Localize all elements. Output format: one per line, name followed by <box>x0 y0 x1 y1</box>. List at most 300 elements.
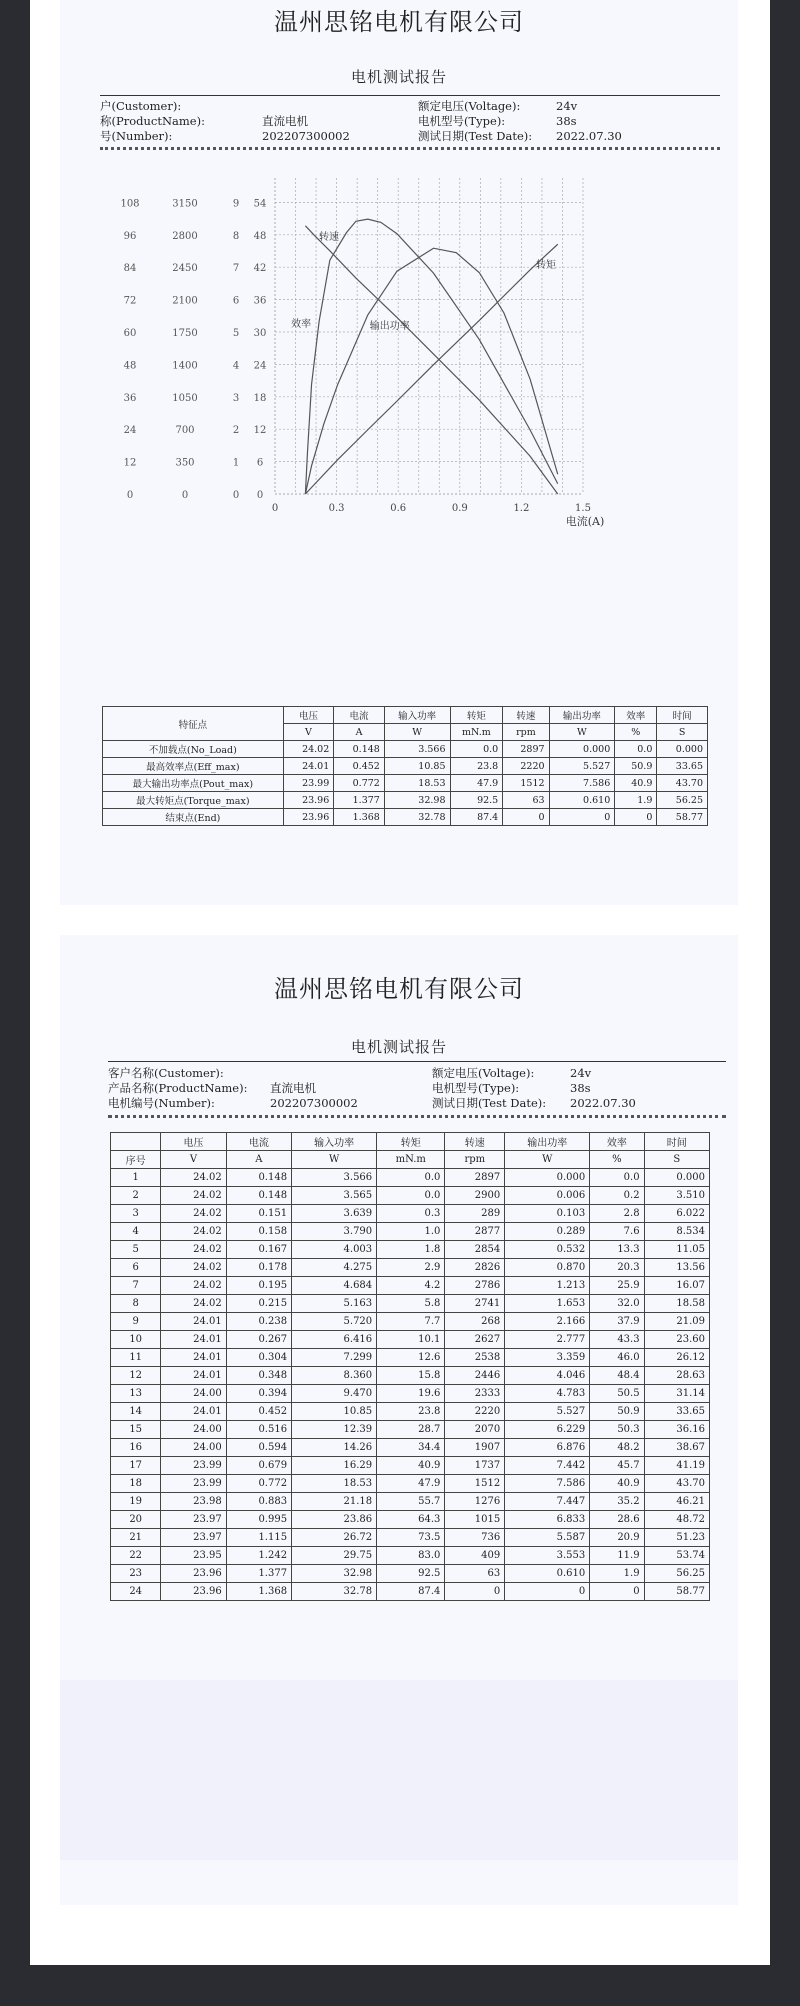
measurement-cell: 1512 <box>445 1475 505 1493</box>
measurement-cell: 0.870 <box>505 1259 590 1277</box>
axis-tick-efficiency: 6 <box>256 457 264 469</box>
measurement-cell: 10.85 <box>292 1403 377 1421</box>
report-page-1 <box>60 0 738 905</box>
measurement-cell: 9 <box>111 1313 161 1331</box>
feature-points-table <box>102 706 708 826</box>
test-date-label: 测试日期(Test Date): <box>432 1096 547 1110</box>
measurement-cell: 20 <box>111 1511 161 1529</box>
measurement-cell: 0 <box>445 1583 505 1601</box>
axis-tick-speed: 2450 <box>172 263 198 275</box>
measurement-cell: 23.96 <box>161 1565 226 1583</box>
feature-cell: 1.9 <box>615 792 657 809</box>
measurement-cell: 0.883 <box>226 1493 291 1511</box>
measurement-cell: 8 <box>111 1295 161 1313</box>
measurement-cell: 11.05 <box>644 1241 709 1259</box>
number-value: 202207300002 <box>270 1096 358 1110</box>
voltage-value: 24v <box>556 99 578 113</box>
axis-tick-power: 9 <box>232 198 240 210</box>
measurement-cell: 58.77 <box>644 1583 709 1601</box>
measurement-cell: 16.29 <box>292 1457 377 1475</box>
measurement-cell: 8.360 <box>292 1367 377 1385</box>
series-labels <box>291 230 556 332</box>
measurement-cell: 23.97 <box>161 1529 226 1547</box>
measurement-cell: 19.6 <box>377 1385 445 1403</box>
measurement-cell: 736 <box>445 1529 505 1547</box>
voltage-label: 额定电压(Voltage): <box>418 99 521 113</box>
axis-tick-efficiency: 0 <box>256 490 264 501</box>
feature-cell: 0.000 <box>549 741 615 758</box>
measurement-cell: 1737 <box>445 1457 505 1475</box>
measurement-cell: 19 <box>111 1493 161 1511</box>
feature-header-row <box>103 707 708 724</box>
axis-tick-speed: 1050 <box>172 392 198 404</box>
axis-tick-speed: 1750 <box>172 328 198 339</box>
measurement-cell: 24.01 <box>161 1313 226 1331</box>
measurement-cell: 29.75 <box>292 1547 377 1565</box>
axis-tick-power: 8 <box>232 230 240 242</box>
measurement-cell: 0.304 <box>226 1349 291 1367</box>
measurement-cell: 24.02 <box>161 1187 226 1205</box>
feature-cell: 0.0 <box>615 741 657 758</box>
measurement-cell: 0.610 <box>505 1565 590 1583</box>
measurement-cell: 0.103 <box>505 1205 590 1223</box>
measurement-cell: 13.3 <box>590 1241 644 1259</box>
measurement-cell: 23.60 <box>644 1331 709 1349</box>
feature-row <box>103 741 708 758</box>
header-rule <box>100 95 720 96</box>
test-date-value: 2022.07.30 <box>556 129 622 143</box>
measure-header-cell <box>111 1133 161 1151</box>
measurement-cell: 0.0 <box>377 1169 445 1187</box>
feature-header-cell: 效率 <box>615 707 657 724</box>
feature-cell: 0 <box>615 809 657 826</box>
measure-unit-cell: W <box>292 1151 377 1169</box>
measurement-cell: 4 <box>111 1223 161 1241</box>
feature-cell: 40.9 <box>615 775 657 792</box>
measurement-cell: 20.9 <box>590 1529 644 1547</box>
measurement-cell: 64.3 <box>377 1511 445 1529</box>
measure-unit-cell: V <box>161 1151 226 1169</box>
measurement-cell: 5.720 <box>292 1313 377 1331</box>
measurement-cell: 46.21 <box>644 1493 709 1511</box>
report-title: 电机测试报告 <box>350 1038 447 1056</box>
measurement-cell: 21.18 <box>292 1493 377 1511</box>
measurement-cell: 38.67 <box>644 1439 709 1457</box>
measurement-cell: 28.6 <box>590 1511 644 1529</box>
measurement-cell: 3.566 <box>292 1169 377 1187</box>
x-axis-ticks <box>272 503 591 514</box>
measurement-cell: 0.289 <box>505 1223 590 1241</box>
measure-unit-cell: S <box>644 1151 709 1169</box>
measurement-cell: 7.6 <box>590 1223 644 1241</box>
measure-header-cell: 电流 <box>226 1133 291 1151</box>
measurement-cell: 47.9 <box>377 1475 445 1493</box>
measurement-cell: 32.0 <box>590 1295 644 1313</box>
measurement-cell: 289 <box>445 1205 505 1223</box>
measurement-cell: 4.783 <box>505 1385 590 1403</box>
axis-tick-power: 4 <box>232 360 240 372</box>
measurement-cell: 26.72 <box>292 1529 377 1547</box>
measurement-row <box>111 1295 710 1313</box>
product-value: 直流电机 <box>262 114 308 128</box>
axis-tick-speed: 2100 <box>172 295 198 307</box>
measurement-row <box>111 1313 710 1331</box>
number-label: 号(Number): <box>100 129 173 143</box>
measurement-row <box>111 1241 710 1259</box>
axis-tick-torque: 96 <box>123 230 137 242</box>
measurement-cell: 5.163 <box>292 1295 377 1313</box>
measurement-cell: 0.0 <box>377 1187 445 1205</box>
measurement-cell: 56.25 <box>644 1565 709 1583</box>
dotted-divider <box>108 1115 726 1118</box>
measurement-cell: 4.003 <box>292 1241 377 1259</box>
measurement-cell: 0.679 <box>226 1457 291 1475</box>
measurement-cell: 5.527 <box>505 1403 590 1421</box>
measure-header-cell: 时间 <box>644 1133 709 1151</box>
measure-header-cell: 输出功率 <box>505 1133 590 1151</box>
measurement-cell: 13.56 <box>644 1259 709 1277</box>
measurement-cell: 24.02 <box>161 1223 226 1241</box>
measurement-cell: 1276 <box>445 1493 505 1511</box>
feature-cell: 18.53 <box>384 775 450 792</box>
axis-tick-efficiency: 24 <box>253 360 267 372</box>
measurement-cell: 13 <box>111 1385 161 1403</box>
feature-table-body <box>103 741 708 826</box>
measurement-cell: 12.6 <box>377 1349 445 1367</box>
series-label: 输出功率 <box>369 320 410 332</box>
feature-cell: 32.98 <box>384 792 450 809</box>
measure-header-cell: 效率 <box>590 1133 644 1151</box>
measurement-cell: 43.3 <box>590 1331 644 1349</box>
measurement-row <box>111 1529 710 1547</box>
measurement-cell: 3.790 <box>292 1223 377 1241</box>
measurement-cell: 63 <box>445 1565 505 1583</box>
measurement-cell: 0.516 <box>226 1421 291 1439</box>
measurement-cell: 34.4 <box>377 1439 445 1457</box>
axis-tick-speed: 1400 <box>172 360 198 372</box>
feature-unit-cell: % <box>615 724 657 741</box>
axis-tick-power <box>230 176 243 177</box>
measurement-cell: 2 <box>111 1187 161 1205</box>
feature-cell: 23.8 <box>450 758 503 775</box>
measurement-cell: 15.8 <box>377 1367 445 1385</box>
measurement-cell: 53.74 <box>644 1547 709 1565</box>
measurement-cell: 0.452 <box>226 1403 291 1421</box>
feature-cell: 1512 <box>503 775 549 792</box>
measurement-cell: 0.0 <box>590 1169 644 1187</box>
measurement-cell: 24.00 <box>161 1385 226 1403</box>
measurement-row <box>111 1259 710 1277</box>
measurement-cell: 22 <box>111 1547 161 1565</box>
axis-tick-speed <box>172 176 197 177</box>
measurement-cell: 0.2 <box>590 1187 644 1205</box>
measurement-cell: 9.470 <box>292 1385 377 1403</box>
motor-performance-chart <box>60 176 738 670</box>
feature-cell: 0.0 <box>450 741 503 758</box>
feature-cell: 0.452 <box>334 758 385 775</box>
x-tick-label: 0.3 <box>328 503 345 514</box>
axis-tick-speed: 3150 <box>172 198 198 210</box>
measurement-cell: 1.653 <box>505 1295 590 1313</box>
axis-tick-torque: 72 <box>123 295 137 307</box>
measure-header-cell: 电压 <box>161 1133 226 1151</box>
feature-cell: 5.527 <box>549 758 615 775</box>
measurement-cell: 2333 <box>445 1385 505 1403</box>
measurement-cell: 2900 <box>445 1187 505 1205</box>
measurement-cell: 7 <box>111 1277 161 1295</box>
product-label: 产品名称(ProductName): <box>108 1081 248 1095</box>
axis-tick-power: 2 <box>232 425 240 437</box>
measurement-cell: 40.9 <box>377 1457 445 1475</box>
measurement-row <box>111 1205 710 1223</box>
measurement-cell: 3.639 <box>292 1205 377 1223</box>
feature-cell: 最大输出功率点(Pout_max) <box>103 775 284 792</box>
measurement-cell: 0.215 <box>226 1295 291 1313</box>
feature-row <box>103 809 708 826</box>
measurement-cell: 50.3 <box>590 1421 644 1439</box>
measurement-cell: 1 <box>111 1169 161 1187</box>
measurement-cell: 48.4 <box>590 1367 644 1385</box>
measurement-cell: 0.3 <box>377 1205 445 1223</box>
product-value: 直流电机 <box>270 1081 316 1095</box>
measurement-cell: 1907 <box>445 1439 505 1457</box>
measurement-cell: 409 <box>445 1547 505 1565</box>
measurement-row <box>111 1169 710 1187</box>
measure-header-cell: 转速 <box>445 1133 505 1151</box>
measure-unit-cell: % <box>590 1151 644 1169</box>
measurement-cell: 18.53 <box>292 1475 377 1493</box>
feature-header-cell: 输入功率 <box>384 707 450 724</box>
feature-row <box>103 792 708 809</box>
measurement-cell: 3.510 <box>644 1187 709 1205</box>
feature-cell: 2220 <box>503 758 549 775</box>
type-label: 电机型号(Type): <box>432 1081 520 1095</box>
measurement-cell: 15 <box>111 1421 161 1439</box>
measurement-cell: 3.565 <box>292 1187 377 1205</box>
axis-tick-efficiency: 36 <box>253 295 267 307</box>
feature-row <box>103 758 708 775</box>
measurement-cell: 87.4 <box>377 1583 445 1601</box>
feature-cell: 92.5 <box>450 792 503 809</box>
measurement-cell: 268 <box>445 1313 505 1331</box>
measurement-cell: 23 <box>111 1565 161 1583</box>
axis-ticks <box>120 176 266 501</box>
measurement-cell: 12.39 <box>292 1421 377 1439</box>
series-lines <box>305 219 557 494</box>
axis-tick-efficiency: 54 <box>253 198 267 210</box>
customer-label: 客户名称(Customer): <box>108 1066 224 1080</box>
axis-tick-power: 7 <box>232 263 240 275</box>
measurement-cell: 2627 <box>445 1331 505 1349</box>
measurement-cell: 24.02 <box>161 1205 226 1223</box>
measurement-cell: 1.377 <box>226 1565 291 1583</box>
measurement-cell: 2826 <box>445 1259 505 1277</box>
measurement-row <box>111 1403 710 1421</box>
axis-tick-torque: 108 <box>120 198 140 210</box>
measurement-cell: 23.8 <box>377 1403 445 1421</box>
measurement-row <box>111 1421 710 1439</box>
feature-unit-cell: A <box>334 724 385 741</box>
measurement-row <box>111 1385 710 1403</box>
feature-cell: 58.77 <box>657 809 708 826</box>
measure-units-row <box>111 1151 710 1169</box>
measurement-cell: 2897 <box>445 1169 505 1187</box>
measurement-cell: 41.19 <box>644 1457 709 1475</box>
measurement-cell: 28.63 <box>644 1367 709 1385</box>
measurement-row <box>111 1565 710 1583</box>
measurement-cell: 1.242 <box>226 1547 291 1565</box>
measurement-row <box>111 1349 710 1367</box>
measurement-cell: 2.9 <box>377 1259 445 1277</box>
x-tick-label: 1.2 <box>513 503 530 514</box>
axis-tick-efficiency <box>254 176 267 177</box>
measurement-row <box>111 1331 710 1349</box>
feature-cell: 0 <box>549 809 615 826</box>
feature-cell: 63 <box>503 792 549 809</box>
measurement-cell: 20.3 <box>590 1259 644 1277</box>
x-tick-label: 0.6 <box>390 503 407 514</box>
measurement-row <box>111 1223 710 1241</box>
feature-unit-cell: W <box>549 724 615 741</box>
measurement-cell: 2446 <box>445 1367 505 1385</box>
feature-cell: 23.96 <box>283 792 334 809</box>
feature-cell: 56.25 <box>657 792 708 809</box>
meta-right <box>418 99 622 144</box>
faded-bleed-through <box>60 1680 738 1860</box>
series-line <box>305 244 557 494</box>
measurement-cell: 0.772 <box>226 1475 291 1493</box>
measurement-cell: 46.0 <box>590 1349 644 1367</box>
measurement-cell: 2220 <box>445 1403 505 1421</box>
measurement-cell: 0.267 <box>226 1331 291 1349</box>
measurement-cell: 2.777 <box>505 1331 590 1349</box>
measure-header-row <box>111 1133 710 1151</box>
measurement-table <box>110 1132 710 1601</box>
measurement-cell: 50.9 <box>590 1403 644 1421</box>
measurement-cell: 18.58 <box>644 1295 709 1313</box>
axis-tick-efficiency: 18 <box>253 392 267 404</box>
measurement-cell: 0.000 <box>505 1169 590 1187</box>
measurement-cell: 8.534 <box>644 1223 709 1241</box>
measurement-cell: 7.7 <box>377 1313 445 1331</box>
measurement-cell: 16.07 <box>644 1277 709 1295</box>
feature-cell: 不加载点(No_Load) <box>103 741 284 758</box>
measurement-cell: 6.876 <box>505 1439 590 1457</box>
measurement-row <box>111 1457 710 1475</box>
axis-tick-speed: 700 <box>175 425 195 437</box>
feature-cell: 33.65 <box>657 758 708 775</box>
measurement-cell: 24.00 <box>161 1421 226 1439</box>
measurement-cell: 3.553 <box>505 1547 590 1565</box>
measurement-cell: 0.178 <box>226 1259 291 1277</box>
measurement-cell: 2.8 <box>590 1205 644 1223</box>
measurement-cell: 33.65 <box>644 1403 709 1421</box>
report-page-2 <box>60 935 738 1905</box>
feature-cell: 结束点(End) <box>103 809 284 826</box>
measurement-row <box>111 1187 710 1205</box>
measurement-cell: 2070 <box>445 1421 505 1439</box>
measurement-cell: 0.148 <box>226 1169 291 1187</box>
measurement-cell: 5.587 <box>505 1529 590 1547</box>
series-label: 转矩 <box>536 259 557 271</box>
measurement-cell: 0.148 <box>226 1187 291 1205</box>
measurement-cell: 17 <box>111 1457 161 1475</box>
x-tick-label: 0 <box>271 503 279 514</box>
axis-tick-torque: 84 <box>123 263 137 275</box>
measurement-cell: 23.98 <box>161 1493 226 1511</box>
measurement-row <box>111 1439 710 1457</box>
measurement-cell: 23.96 <box>161 1583 226 1601</box>
measurement-cell: 21 <box>111 1529 161 1547</box>
measurement-cell: 48.72 <box>644 1511 709 1529</box>
voltage-label: 额定电压(Voltage): <box>432 1066 535 1080</box>
measurement-row <box>111 1583 710 1601</box>
number-label: 电机编号(Number): <box>108 1096 215 1110</box>
meta-right <box>432 1066 636 1111</box>
measurement-row <box>111 1493 710 1511</box>
measurement-cell: 25.9 <box>590 1277 644 1295</box>
axis-tick-torque <box>120 176 139 177</box>
measurement-cell: 0.167 <box>226 1241 291 1259</box>
feature-header-cell: 时间 <box>657 707 708 724</box>
measurement-cell: 0.000 <box>644 1169 709 1187</box>
x-tick-label: 1.5 <box>575 503 591 514</box>
type-value: 38s <box>556 114 577 128</box>
measurement-cell: 73.5 <box>377 1529 445 1547</box>
measurement-cell: 2786 <box>445 1277 505 1295</box>
measurement-table-body <box>111 1169 710 1601</box>
measurement-cell: 24.00 <box>161 1439 226 1457</box>
measure-unit-cell: W <box>505 1151 590 1169</box>
measurement-cell: 14 <box>111 1403 161 1421</box>
measurement-cell: 2.166 <box>505 1313 590 1331</box>
measurement-cell: 2854 <box>445 1241 505 1259</box>
company-name: 温州思铭电机有限公司 <box>274 8 524 36</box>
measurement-cell: 1.368 <box>226 1583 291 1601</box>
series-label: 效率 <box>291 319 312 331</box>
measurement-cell: 23.97 <box>161 1511 226 1529</box>
feature-cell: 24.01 <box>283 758 334 775</box>
measurement-cell: 83.0 <box>377 1547 445 1565</box>
axis-tick-efficiency: 42 <box>253 263 267 275</box>
measurement-cell: 0.006 <box>505 1187 590 1205</box>
measurement-cell: 18 <box>111 1475 161 1493</box>
measurement-cell: 10.1 <box>377 1331 445 1349</box>
axis-tick-torque: 36 <box>123 392 137 404</box>
voltage-value: 24v <box>570 1066 592 1080</box>
measurement-cell: 7.447 <box>505 1493 590 1511</box>
measurement-cell: 24.02 <box>161 1259 226 1277</box>
measurement-cell: 55.7 <box>377 1493 445 1511</box>
feature-cell: 最高效率点(Eff_max) <box>103 758 284 775</box>
measurement-cell: 11 <box>111 1349 161 1367</box>
feature-cell: 23.96 <box>283 809 334 826</box>
measurement-cell: 1.0 <box>377 1223 445 1241</box>
measurement-cell: 0.995 <box>226 1511 291 1529</box>
x-axis-label: 电流(A) <box>565 515 605 528</box>
measurement-cell: 0.532 <box>505 1241 590 1259</box>
measure-unit-cell: rpm <box>445 1151 505 1169</box>
axis-tick-torque: 60 <box>123 328 137 339</box>
measurement-row <box>111 1547 710 1565</box>
axis-tick-power: 3 <box>232 392 240 404</box>
measurement-cell: 14.26 <box>292 1439 377 1457</box>
feature-header-cell: 特征点 <box>103 707 284 741</box>
measurement-cell: 24.02 <box>161 1295 226 1313</box>
measurement-cell: 37.9 <box>590 1313 644 1331</box>
measurement-cell: 0.394 <box>226 1385 291 1403</box>
measurement-cell: 4.046 <box>505 1367 590 1385</box>
